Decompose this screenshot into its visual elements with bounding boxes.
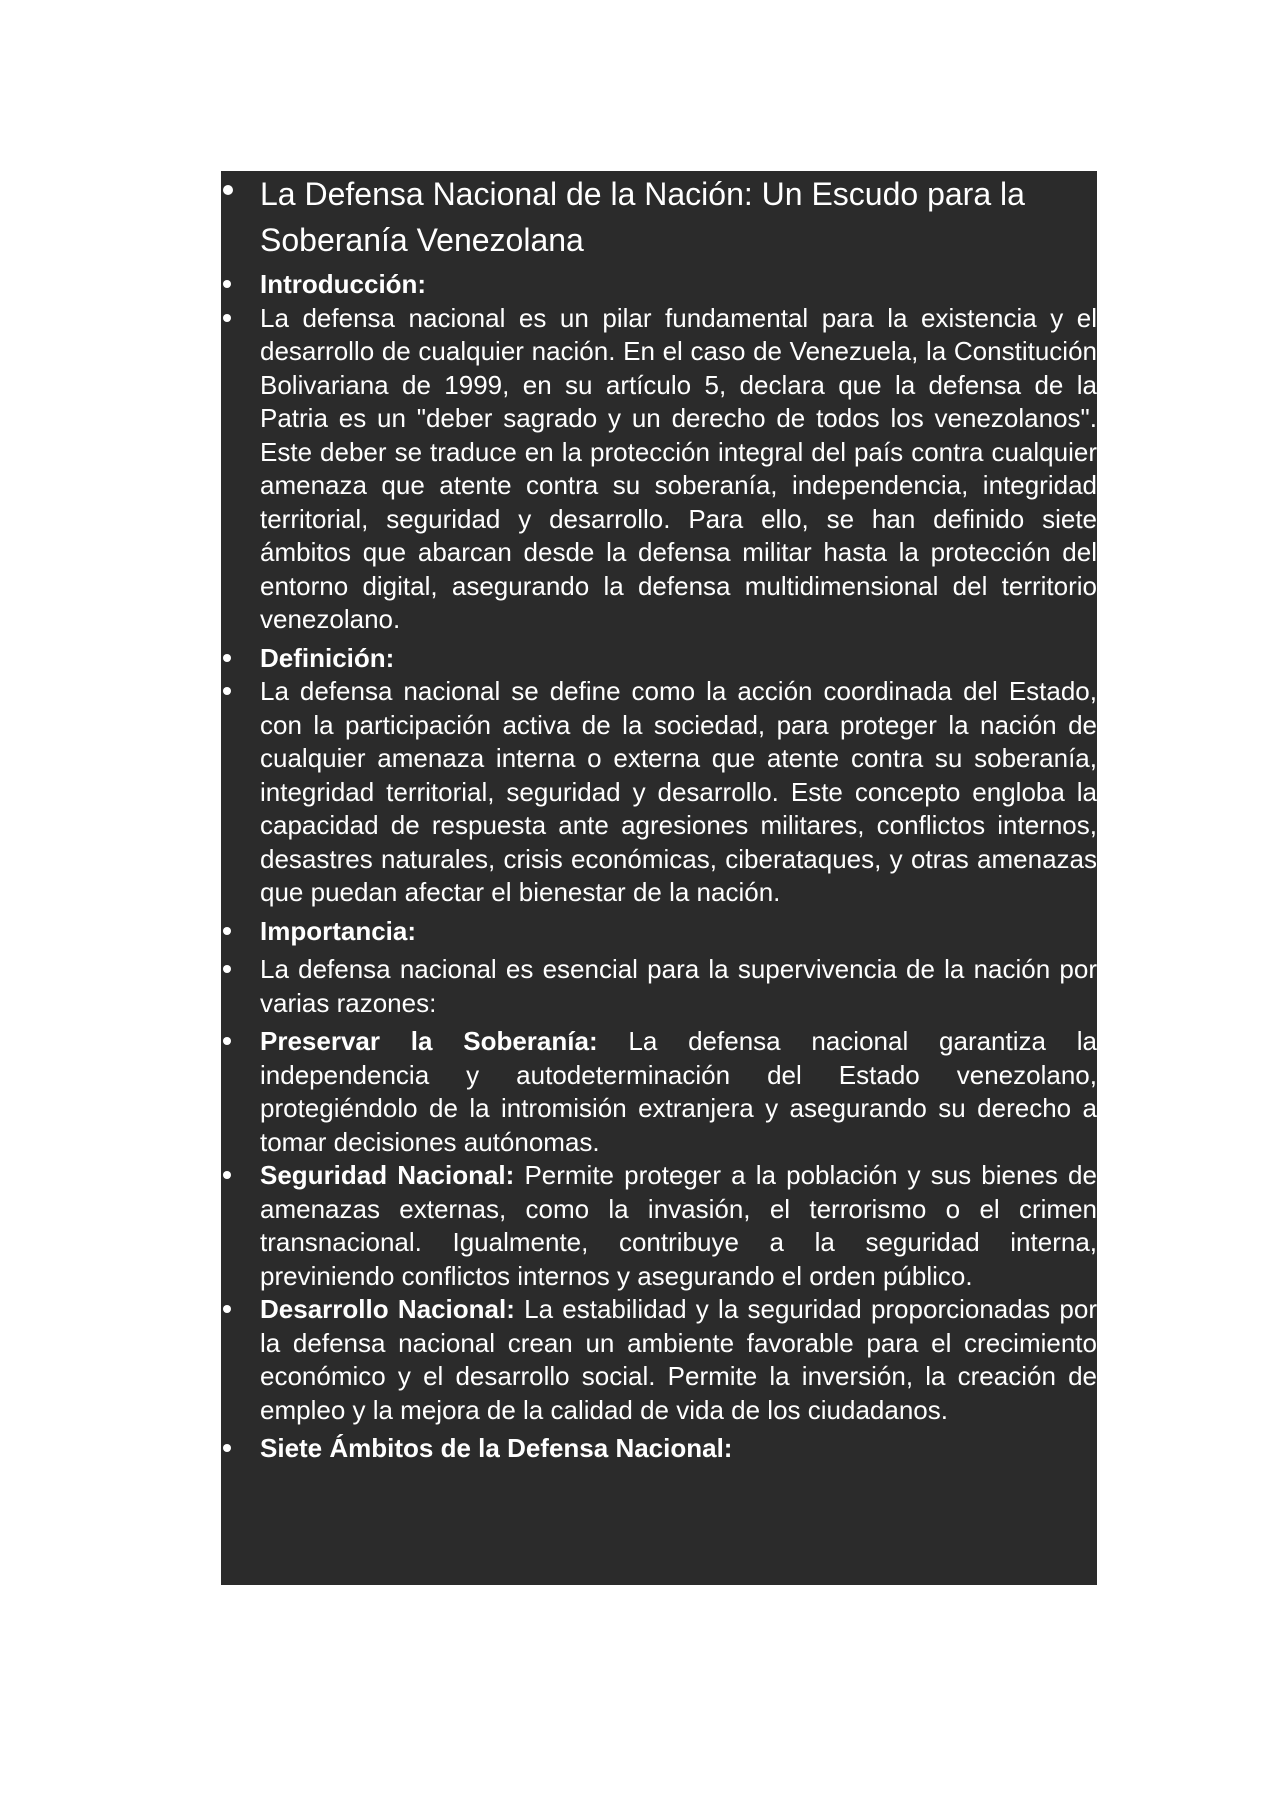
intro-paragraph-text: La defensa nacional es un pilar fundamental para la existencia y el desarrollo de cualquier nación. En el caso de Venezuela, la Constitución Bolivariana de 1999, en su artículo 5, declara que la defensa de la Patria es un "deber sagrado y un derecho de todos los venezolanos". Este deber se traduce en la protección integral del país contra cualquier amenaza que atente contra su soberanía, independencia, integridad territorial, seguridad y desarrollo. Para ello, se han definido siete ámbitos que abarcan desde la defensa militar hasta la protección del entorno digital, asegurando la defensa multidimensional del territorio venezolano. bbox=[260, 302, 1097, 634]
definition-paragraph bbox=[221, 675, 1097, 910]
bullet-icon bbox=[223, 687, 231, 695]
intro-paragraph bbox=[221, 302, 1097, 637]
sovereignty-label: Preservar la Soberanía: bbox=[260, 1026, 598, 1056]
security-item bbox=[221, 1159, 1097, 1293]
security-label: Seguridad Nacional: bbox=[260, 1160, 515, 1190]
importance-paragraph-text: La defensa nacional es esencial para la supervivencia de la nación por varias razones: bbox=[260, 954, 1097, 1018]
bullet-icon bbox=[223, 280, 231, 288]
document-title bbox=[221, 171, 1097, 263]
title-text: La Defensa Nacional de la Nación: Un Escudo para la Soberanía Venezolana bbox=[260, 176, 1025, 258]
importance-heading-text: Importancia: bbox=[260, 915, 417, 946]
areas-heading-text: Siete Ámbitos de la Defensa Nacional: bbox=[260, 1433, 733, 1463]
bullet-icon bbox=[223, 314, 231, 322]
bullet-icon bbox=[223, 1171, 231, 1179]
sovereignty-text: La defensa nacional garantiza la independencia y autodeterminación del Estado venezolano, protegiéndolo de la intromisión extranjera y asegurando su derecho a tomar decisiones autónomas. bbox=[260, 1026, 1097, 1157]
bullet-icon bbox=[223, 927, 231, 935]
sovereignty-item bbox=[221, 1025, 1097, 1159]
bullet-icon bbox=[223, 185, 233, 195]
development-text: La estabilidad y la seguridad proporcionadas por la defensa nacional crean un ambiente favorable para el crecimiento económico y el desarrollo social. Permite la inversión, la creación de empleo y la mejora de la calidad de vida de los ciudadanos. bbox=[260, 1294, 1097, 1425]
definition-heading bbox=[221, 642, 1097, 676]
definition-paragraph-text: La defensa nacional se define como la acción coordinada del Estado, con la participación activa de la sociedad, para proteger la nación de cualquier amenaza interna o externa que atente contra su soberanía, integridad territorial, seguridad y desarrollo. Este concepto engloba la capacidad de respuesta ante agresiones militares, conflictos internos, desastres naturales, crisis económicas, ciberataques, y otras amenazas que puedan afectar el bienestar de la nación. bbox=[260, 676, 1097, 907]
bullet-icon bbox=[223, 654, 231, 662]
bullet-icon bbox=[223, 965, 231, 973]
bullet-icon bbox=[223, 1037, 231, 1045]
intro-heading bbox=[221, 268, 1097, 302]
intro-heading-text: Introducción: bbox=[260, 269, 427, 299]
content-block bbox=[221, 171, 1097, 1585]
bullet-list bbox=[221, 171, 1097, 1466]
areas-heading bbox=[221, 1432, 1097, 1466]
bullet-icon bbox=[223, 1305, 231, 1313]
security-text: Permite proteger a la población y sus bienes de amenazas externas, como la invasión, el terrorismo o el crimen transnacional. Igualmente, contribuye a la seguridad interna, previniendo conflictos internos y asegurando el orden público. bbox=[260, 1160, 1097, 1291]
importance-heading bbox=[221, 915, 1097, 949]
bullet-icon bbox=[223, 1444, 231, 1452]
definition-heading-text: Definición: bbox=[260, 642, 395, 673]
importance-paragraph bbox=[221, 953, 1097, 1020]
development-item bbox=[221, 1293, 1097, 1427]
development-label: Desarrollo Nacional: bbox=[260, 1294, 515, 1324]
